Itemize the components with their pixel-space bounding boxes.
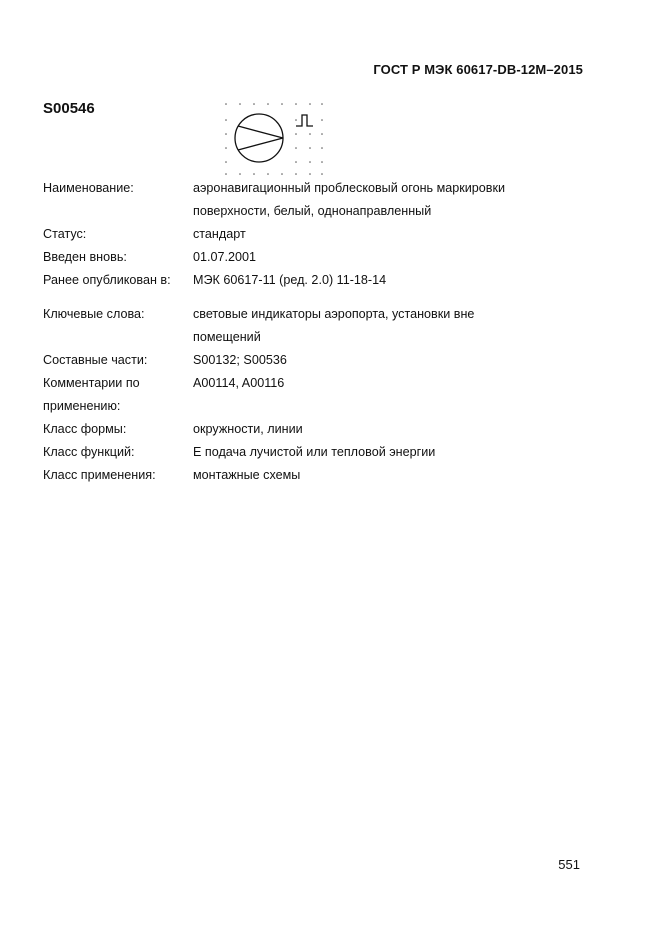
field-value-line: аэронавигационный проблесковый огонь маркировки [193, 181, 506, 195]
beacon-flash-icon [222, 98, 332, 178]
beacon-symbol-figure [222, 98, 332, 183]
field-label: Наименование: [43, 181, 134, 195]
field-label: Ранее опубликован в: [43, 273, 171, 287]
field-value: МЭК 60617-11 (ред. 2.0) 11-18-14 [193, 273, 387, 287]
field-label [43, 372, 193, 418]
field-value: E подача лучистой или тепловой энергии [193, 445, 436, 459]
field-label-line: Комментарии по [43, 376, 140, 390]
field-value-line: поверхности, белый, однонаправленный [193, 204, 432, 218]
field-row-components [43, 349, 563, 372]
field-label-line: применению: [43, 399, 121, 413]
field-value: стандарт [193, 227, 246, 241]
field-row-name [43, 177, 563, 223]
field-label: Статус: [43, 227, 87, 241]
symbol-code: S00546 [43, 100, 95, 117]
field-row-previously-published [43, 269, 563, 292]
field-label: Введен вновь: [43, 250, 127, 264]
page-number: 551 [558, 857, 580, 872]
field-row-status [43, 223, 563, 246]
field-value [193, 303, 563, 349]
field-value: окружности, линии [193, 422, 303, 436]
field-value: монтажные схемы [193, 468, 301, 482]
field-label: Класс формы: [43, 422, 127, 436]
field-label: Составные части: [43, 353, 148, 367]
field-value: A00114, A00116 [193, 376, 285, 390]
field-label: Класс применения: [43, 468, 156, 482]
field-value: 01.07.2001 [193, 250, 257, 264]
field-value [193, 177, 563, 223]
field-label: Класс функций: [43, 445, 135, 459]
field-row-application-class [43, 464, 563, 487]
field-value: S00132; S00536 [193, 353, 287, 367]
field-value-line: помещений [193, 330, 261, 344]
field-row-keywords [43, 303, 563, 349]
field-label: Ключевые слова: [43, 307, 145, 321]
field-row-shape-class [43, 418, 563, 441]
document-header: ГОСТ Р МЭК 60617-DB-12M–2015 [373, 62, 583, 77]
attribute-list [43, 177, 563, 487]
field-row-introduced [43, 246, 563, 269]
field-value-line: световые индикаторы аэропорта, установки вне [193, 307, 475, 321]
field-row-function-class [43, 441, 563, 464]
field-row-comments [43, 372, 563, 418]
